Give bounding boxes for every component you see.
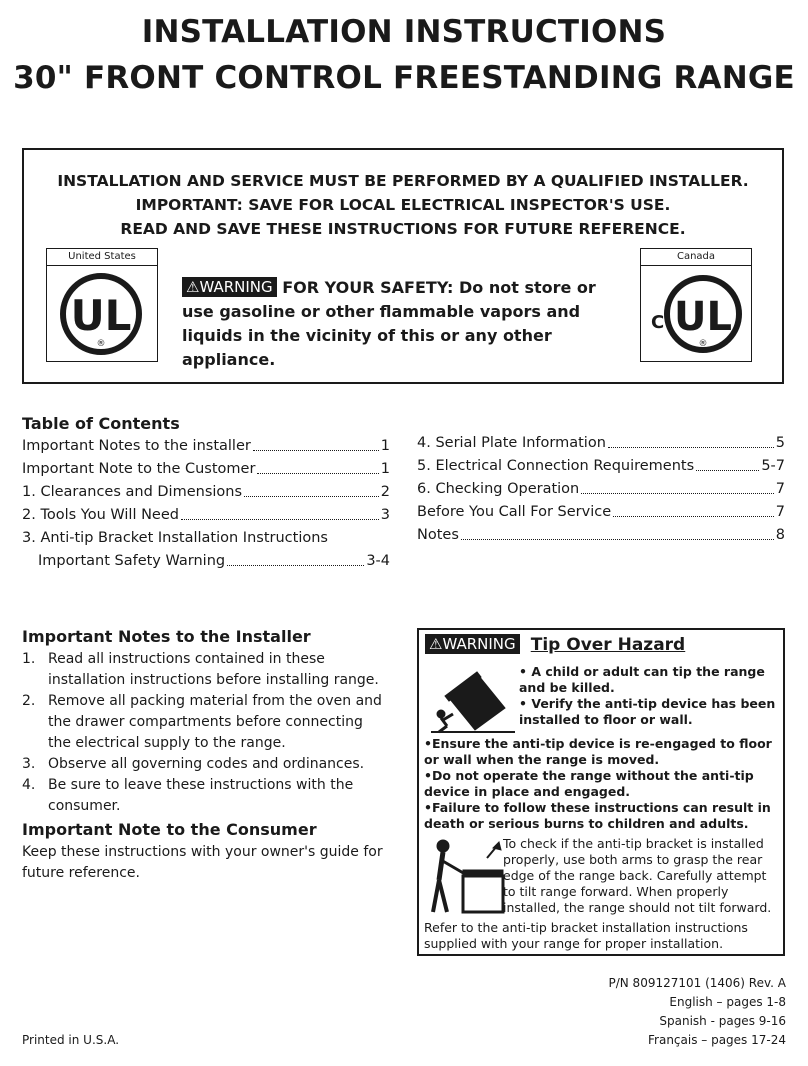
cul-mark-text: UL	[674, 294, 732, 340]
warning-badge	[182, 277, 277, 297]
tip-bullet: •Do not operate the range without the anti-tip device in place and engaged.	[424, 768, 754, 799]
notice-line-2: IMPORTANT: SAVE FOR LOCAL ELECTRICAL INSPECTOR'S USE.	[135, 196, 671, 214]
ul-canada-certification	[640, 248, 752, 362]
tip-over-warning-box	[417, 628, 785, 956]
consumer-note-heading: Important Note to the Consumer	[22, 820, 317, 839]
list-number: 4.	[22, 777, 36, 793]
tip-warning-badge	[425, 634, 520, 654]
safety-warning	[182, 276, 622, 372]
tip-top-bullet: • A child or adult can tip the range and be killed.	[519, 664, 765, 695]
tip-warning-badge-label: WARNING	[442, 635, 516, 653]
toc-item[interactable]: Notes 8	[417, 527, 785, 543]
ul-reg-mark: ®	[96, 339, 106, 349]
list-number: 1.	[22, 651, 36, 667]
cul-logo-icon	[641, 266, 750, 361]
check-anti-tip-icon	[425, 836, 509, 916]
refer-instructions: Refer to the anti-tip bracket installation instructions supplied with your range for proper installation.	[424, 920, 748, 951]
list-item: Be sure to leave these instructions with the consumer.	[48, 777, 354, 814]
title-line-2: 30" FRONT CONTROL FREESTANDING RANGE	[13, 60, 795, 96]
notice-line-1: INSTALLATION AND SERVICE MUST BE PERFORMED BY A QUALIFIED INSTALLER.	[57, 172, 749, 190]
spanish-pages: Spanish - pages 9-16	[659, 1014, 786, 1028]
ul-mark-text: UL	[70, 291, 132, 340]
warning-triangle-icon: ⚠	[186, 278, 200, 296]
notice-line-3: READ AND SAVE THESE INSTRUCTIONS FOR FUTURE REFERENCE.	[120, 220, 686, 238]
toc-item[interactable]: 5. Electrical Connection Requirements 5-7	[417, 458, 785, 474]
toc-heading: Table of Contents	[22, 414, 180, 433]
warning-triangle-icon: ⚠	[429, 635, 443, 653]
list-number: 2.	[22, 693, 36, 709]
toc-item[interactable]: 1. Clearances and Dimensions 2	[22, 484, 390, 500]
toc-item[interactable]: Important Notes to the installer 1	[22, 438, 390, 454]
title-line-1: INSTALLATION INSTRUCTIONS	[141, 14, 667, 50]
warning-badge-label: WARNING	[199, 278, 273, 296]
tip-over-title: Tip Over Hazard	[530, 635, 686, 655]
toc-item[interactable]: 4. Serial Plate Information 5	[417, 435, 785, 451]
list-item: Observe all governing codes and ordinances.	[48, 756, 365, 772]
ul-us-label: United States	[47, 249, 157, 266]
toc-item[interactable]: Important Safety Warning 3-4	[38, 553, 390, 569]
printed-in: Printed in U.S.A.	[22, 1033, 120, 1047]
safety-text: Do not store or use gasoline or other flammable vapors and liquids in the vicinity of this or any other appliance.	[182, 278, 596, 369]
ul-c-mark: C	[651, 312, 665, 333]
toc-item[interactable]: 3. Anti-tip Bracket Installation Instructions	[22, 530, 328, 546]
consumer-note-text: Keep these instructions with your owner's guide for future reference.	[22, 844, 383, 881]
toc-item[interactable]: 6. Checking Operation 7	[417, 481, 785, 497]
ul-logo-icon	[47, 266, 156, 361]
tip-bullet: •Failure to follow these instructions can result in death or serious burns to children and adults.	[424, 800, 771, 831]
french-pages: Français – pages 17-24	[648, 1033, 786, 1047]
range-tipping-icon	[427, 668, 517, 734]
toc-item[interactable]: Before You Call For Service 7	[417, 504, 785, 520]
list-number: 3.	[22, 756, 36, 772]
cul-reg-mark: ®	[698, 339, 708, 349]
installer-notes-heading: Important Notes to the Installer	[22, 627, 311, 646]
notice-box	[22, 148, 784, 384]
toc-item[interactable]: Important Note to the Customer 1	[22, 461, 390, 477]
list-item: Remove all packing material from the oven and the drawer compartments before connecting the electrical supply to the range.	[48, 693, 382, 751]
english-pages: English – pages 1-8	[669, 995, 786, 1009]
ul-us-certification	[46, 248, 158, 362]
safety-lead: FOR YOUR SAFETY:	[282, 278, 454, 297]
check-instructions: To check if the anti-tip bracket is installed properly, use both arms to grasp the rear edge of the range back. Carefully attempt to tilt range forward. When properly installed, the range should not tilt forward.	[503, 836, 772, 915]
tip-warning-header	[425, 634, 685, 655]
toc-item[interactable]: 2. Tools You Will Need 3	[22, 507, 390, 523]
tip-top-bullet: • Verify the anti-tip device has been installed to floor or wall.	[519, 696, 776, 727]
tip-bullet: •Ensure the anti-tip device is re-engaged to floor or wall when the range is moved.	[424, 736, 772, 767]
list-item: Read all instructions contained in these installation instructions before installing range.	[48, 651, 379, 688]
part-number: P/N 809127101 (1406) Rev. A	[608, 976, 786, 990]
ul-ca-label: Canada	[641, 249, 751, 266]
